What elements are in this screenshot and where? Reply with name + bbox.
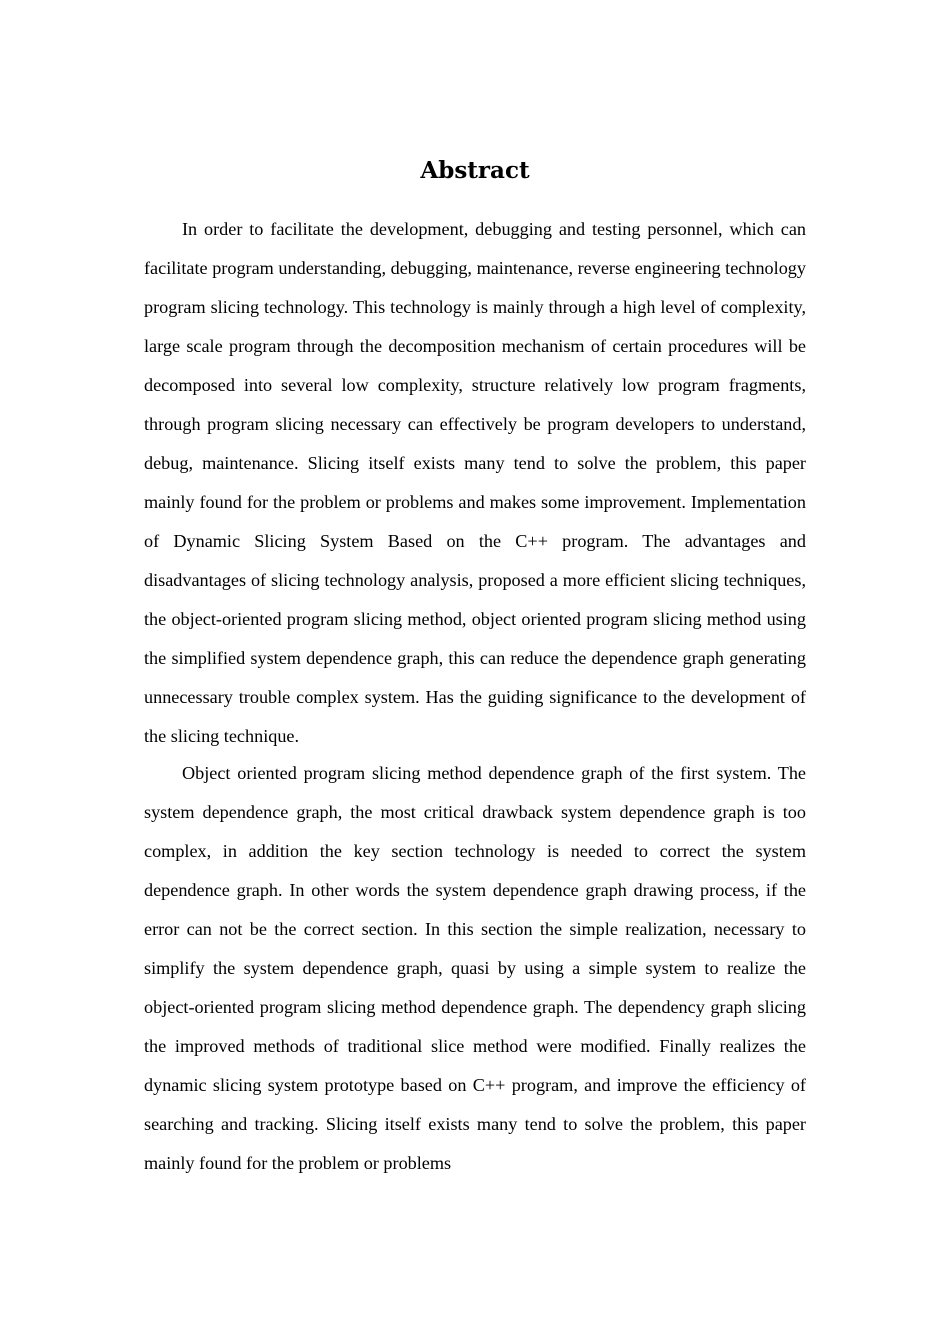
abstract-body	[144, 210, 806, 1183]
abstract-paragraph-2: Object oriented program slicing method dependence graph of the first system. The system dependence graph, the most critical drawback system dependence graph is too complex, in addition the key section technology is needed to correct the system dependence graph. In other words the system dependence graph drawing process, if the error can not be the correct section. In this section the simple realization, necessary to simplify the system dependence graph, quasi by using a simple system to realize the object-oriented program slicing method dependence graph. The dependency graph slicing the improved methods of traditional slice method were modified. Finally realizes the dynamic slicing system prototype based on C++ program, and improve the efficiency of searching and tracking. Slicing itself exists many tend to solve the problem, this paper mainly found for the problem or problems	[144, 763, 806, 1173]
page-title: Abstract	[420, 157, 530, 184]
abstract-paragraph-1: In order to facilitate the development, debugging and testing personnel, which can facilitate program understanding, debugging, maintenance, reverse engineering technology program slicing technology. This technology is mainly through a high level of complexity, large scale program through the decomposition mechanism of certain procedures will be decomposed into several low complexity, structure relatively low program fragments, through program slicing necessary can effectively be program developers to understand, debug, maintenance. Slicing itself exists many tend to solve the problem, this paper mainly found for the problem or problems and makes some improvement. Implementation of Dynamic Slicing System Based on the C++ program. The advantages and disadvantages of slicing technology analysis, proposed a more efficient slicing techniques, the object-oriented program slicing method, object oriented program slicing method using the simplified system dependence graph, this can reduce the dependence graph generating unnecessary trouble complex system. Has the guiding significance to the development of the slicing technique.	[144, 219, 806, 746]
